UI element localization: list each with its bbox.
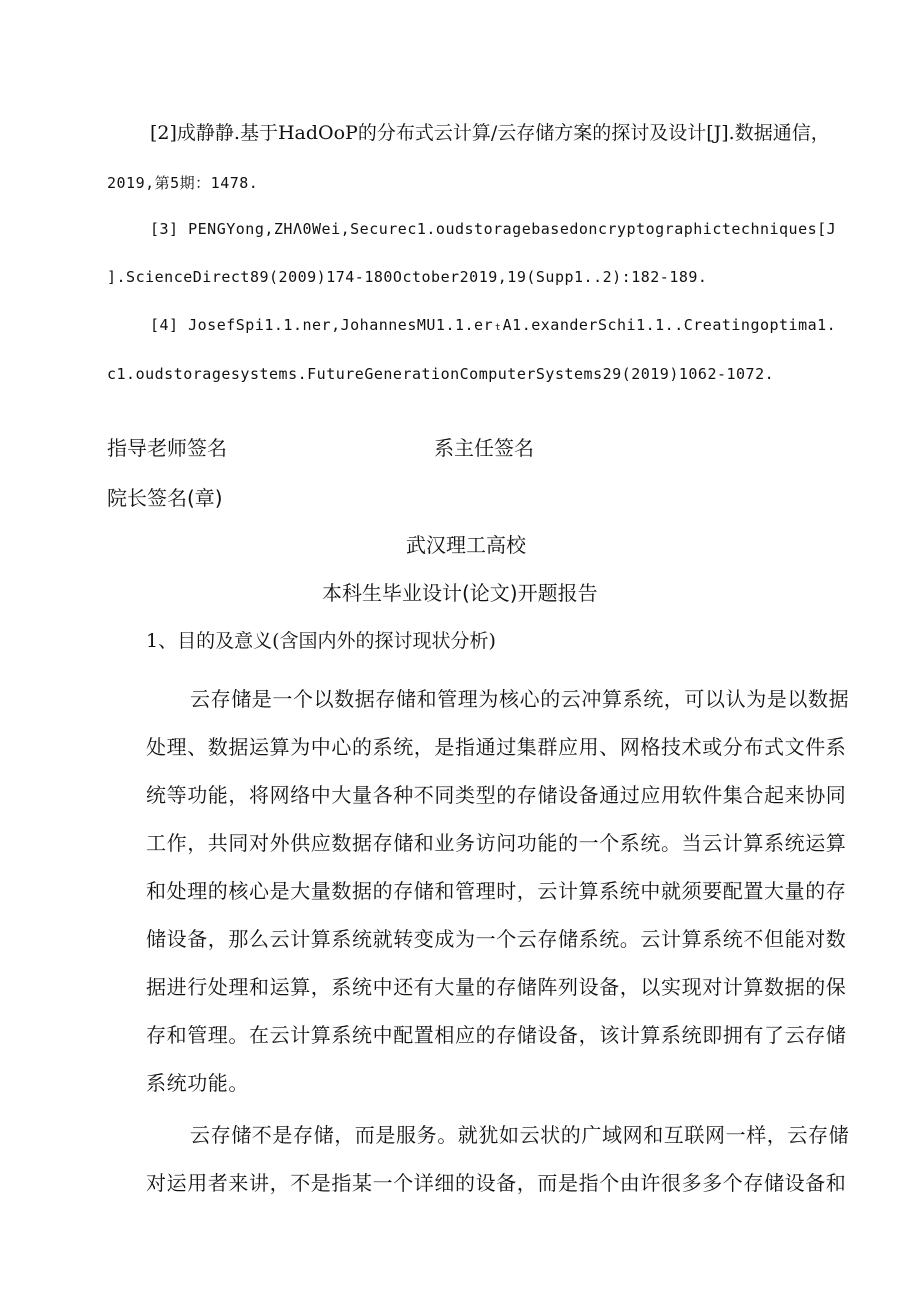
- paragraph-1-line: 工作，共同对外供应数据存储和业务访问功能的一个系统。当云计算系统运算: [146, 831, 847, 855]
- paragraph-2-line: 对运用者来讲，不是指某一个详细的设备，而是指个由许很多多个存储设备和: [146, 1171, 847, 1195]
- advisor-signature-label: 指导老师签名: [107, 436, 227, 460]
- reference-3-line-2: ].ScienceDirect89(2009)174-180October2019,19(Supp1..2):182-189.: [107, 268, 708, 286]
- report-title: 本科生毕业设计(论文)开题报告: [322, 581, 598, 605]
- reference-3-line-1: [3] PENGYong,ZHΛ0Wei,Securec1.oudstoragebasedoncryptographictechniques[J: [150, 220, 837, 238]
- paragraph-2-line: 云存储不是存储，而是服务。就犹如云状的广域网和互联网一样，云存储: [190, 1123, 850, 1147]
- section-1-heading: 1、目的及意义(含国内外的探讨现状分析): [146, 630, 496, 652]
- paragraph-1-line: 系统功能。: [146, 1071, 249, 1095]
- dept-head-signature-label: 系主任签名: [434, 436, 534, 460]
- reference-2-line-1: [2]成静静.基于HadOoP的分布式云计算/云存储方案的探讨及设计[J].数据通信，: [150, 122, 830, 144]
- dean-signature-label: 院长签名(章): [107, 486, 223, 510]
- paragraph-1-line: 云存储是一个以数据存储和管理为核心的云冲算系统，可以认为是以数据: [190, 687, 850, 711]
- reference-4-line-1: [4] JosefSpi1.1.ner,JohannesMU1.1.erₜA1.exanderSchi1.1..Creatingoptima1.: [150, 316, 837, 334]
- paragraph-1-line: 据进行处理和运算，系统中还有大量的存储阵列设备，以实现对计算数据的保: [146, 975, 847, 999]
- reference-2-line-2: 2019,第5期：1478.: [107, 174, 259, 192]
- paragraph-1-line: 储设备，那么云计算系统就转变成为一个云存储系统。云计算系统不但能对数: [146, 927, 847, 951]
- paragraph-1-line: 存和管理。在云计算系统中配置相应的存储设备，该计算系统即拥有了云存储: [146, 1023, 847, 1047]
- paragraph-1-line: 处理、数据运算为中心的系统，是指通过集群应用、网格技术或分布式文件系: [146, 735, 847, 759]
- paragraph-1-line: 统等功能，将网络中大量各种不同类型的存储设备通过应用软件集合起来协同: [146, 783, 847, 807]
- paragraph-1-line: 和处理的核心是大量数据的存储和管理时，云计算系统中就须要配置大量的存: [146, 879, 847, 903]
- reference-4-line-2: c1.oudstoragesystems.FutureGenerationComputerSystems29(2019)1062-1072.: [107, 365, 775, 383]
- school-name: 武汉理工高校: [406, 533, 526, 557]
